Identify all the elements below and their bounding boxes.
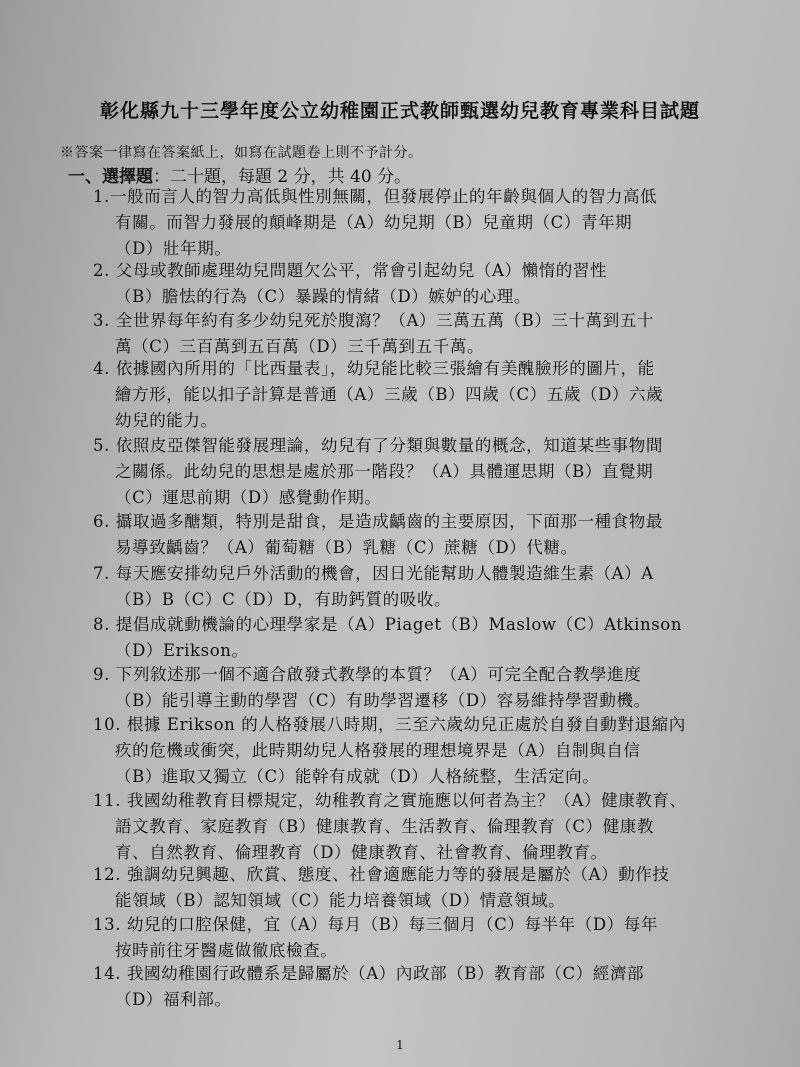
question-4: [93, 356, 753, 434]
question-8: [93, 612, 753, 664]
section-label: 一、選擇題: [68, 167, 153, 187]
question-line: 按時前往牙醫處做徹底檢查。: [115, 941, 338, 960]
question-9: [93, 662, 753, 714]
question-line: 10. 根據 Erikson 的人格發展八時期，三至六歲幼兒正處於自發自動對退縮內: [93, 715, 686, 734]
question-10: [93, 712, 753, 790]
question-line: 13. 幼兒的口腔保健，宜（A）每月（B）每三個月（C）每半年（D）每年: [93, 915, 658, 934]
question-line: 6. 攝取過多醣類，特別是甜食，是造成齲齒的主要原因，下面那一種食物最: [93, 512, 663, 531]
question-line: 疚的危機或衝突，此時期幼兒人格發展的理想境界是（A）自制與自信: [115, 741, 641, 760]
question-line: 語文教育、家庭教育（B）健康教育、生活教育、倫理教育（C）健康教: [115, 817, 654, 836]
exam-title: 彰化縣九十三學年度公立幼稚園正式教師甄選幼兒教育專業科目試題: [99, 100, 700, 122]
question-line: 8. 提倡成就動機論的心理學家是（A）Piaget（B）Maslow（C）Atkinson: [93, 615, 683, 634]
question-line: 7. 每天應安排幼兒戶外活動的機會，因日光能幫助人體製造維生素（A）A: [93, 564, 654, 583]
question-3: [93, 308, 753, 360]
question-line: 14. 我國幼稚園行政體系是歸屬於（A）內政部（B）教育部（C）經濟部: [93, 964, 645, 983]
question-12: [93, 862, 753, 914]
question-line: 1.一般而言人的智力高低與性別無關，但發展停止的年齡與個人的智力高低: [93, 187, 658, 206]
question-7: [93, 561, 753, 613]
question-line: 2. 父母或教師處理幼兒問題欠公平，常會引起幼兒（A）懶惰的習性: [93, 261, 608, 280]
question-line: 11. 我國幼稚教育目標規定，幼稚教育之實施應以何者為主？（A）健康教育、: [93, 791, 687, 810]
question-line: 之關係。此幼兒的思想是處於那一階段？（A）具體運思期（B）直覺期: [115, 462, 654, 481]
question-1: [93, 184, 753, 262]
question-line: 9. 下列敘述那一個不適合啟發式教學的本質？（A）可完全配合教學進度: [93, 665, 642, 684]
question-11: [93, 788, 753, 866]
page-number: 1: [396, 1038, 404, 1052]
section-desc: ：二十題，每題 2 分，共 40 分。: [153, 167, 412, 187]
question-line: 育、自然教育、倫理教育（D）健康教育、社會教育、倫理教育。: [115, 843, 608, 862]
question-line: （C）運思前期（D）感覺動作期。: [115, 488, 382, 507]
question-line: 能領域（B）認知領域（C）能力培養領域（D）情意領域。: [115, 891, 566, 910]
question-line: （B）膽怯的行為（C）暴躁的情緒（D）嫉妒的心理。: [115, 287, 531, 306]
question-line: 5. 依照皮亞傑智能發展理論，幼兒有了分類與數量的概念，知道某些事物間: [93, 436, 663, 455]
question-line: （B）進取又獨立（C）能幹有成就（D）人格統整，生活定向。: [115, 767, 600, 786]
question-line: （D）福利部。: [115, 990, 232, 1009]
question-line: 12. 強調幼兒興趣、欣賞、態度、社會適應能力等的發展是屬於（A）動作技: [93, 865, 670, 884]
question-line: 3. 全世界每年約有多少幼兒死於腹瀉？（A）三萬五萬（B）三十萬到五十: [93, 311, 655, 330]
question-2: [93, 258, 753, 310]
question-line: 有關。而智力發展的顛峰期是（A）幼兒期（B）兒童期（C）青年期: [115, 213, 633, 232]
question-line: 繪方形，能以扣子計算是普通（A）三歲（B）四歲（C）五歲（D）六歲: [115, 385, 664, 404]
question-5: [93, 433, 753, 511]
instructions-note: ※答案一律寫在答案紙上，如寫在試題卷上則不予計分。: [60, 145, 423, 161]
question-line: （B）能引導主動的學習（C）有助學習遷移（D）容易維持學習動機。: [115, 691, 651, 710]
question-line: （B）B（C）C（D）D，有助鈣質的吸收。: [115, 590, 452, 609]
question-line: 幼兒的能力。: [115, 411, 218, 430]
question-line: （D）壯年期。: [115, 239, 232, 258]
question-line: 易導致齲齒？（A）葡萄糖（B）乳糖（C）蔗糖（D）代糖。: [115, 538, 578, 557]
question-line: 4. 依據國內所用的「比西量表」，幼兒能比較三張繪有美醜臉形的圖片，能: [93, 359, 655, 378]
question-14: [93, 961, 753, 1013]
question-13: [93, 912, 753, 964]
question-line: 萬（C）三百萬到五百萬（D）三千萬到五千萬。: [115, 337, 485, 356]
question-line: （D）Erikson。: [115, 641, 249, 660]
question-6: [93, 509, 753, 561]
